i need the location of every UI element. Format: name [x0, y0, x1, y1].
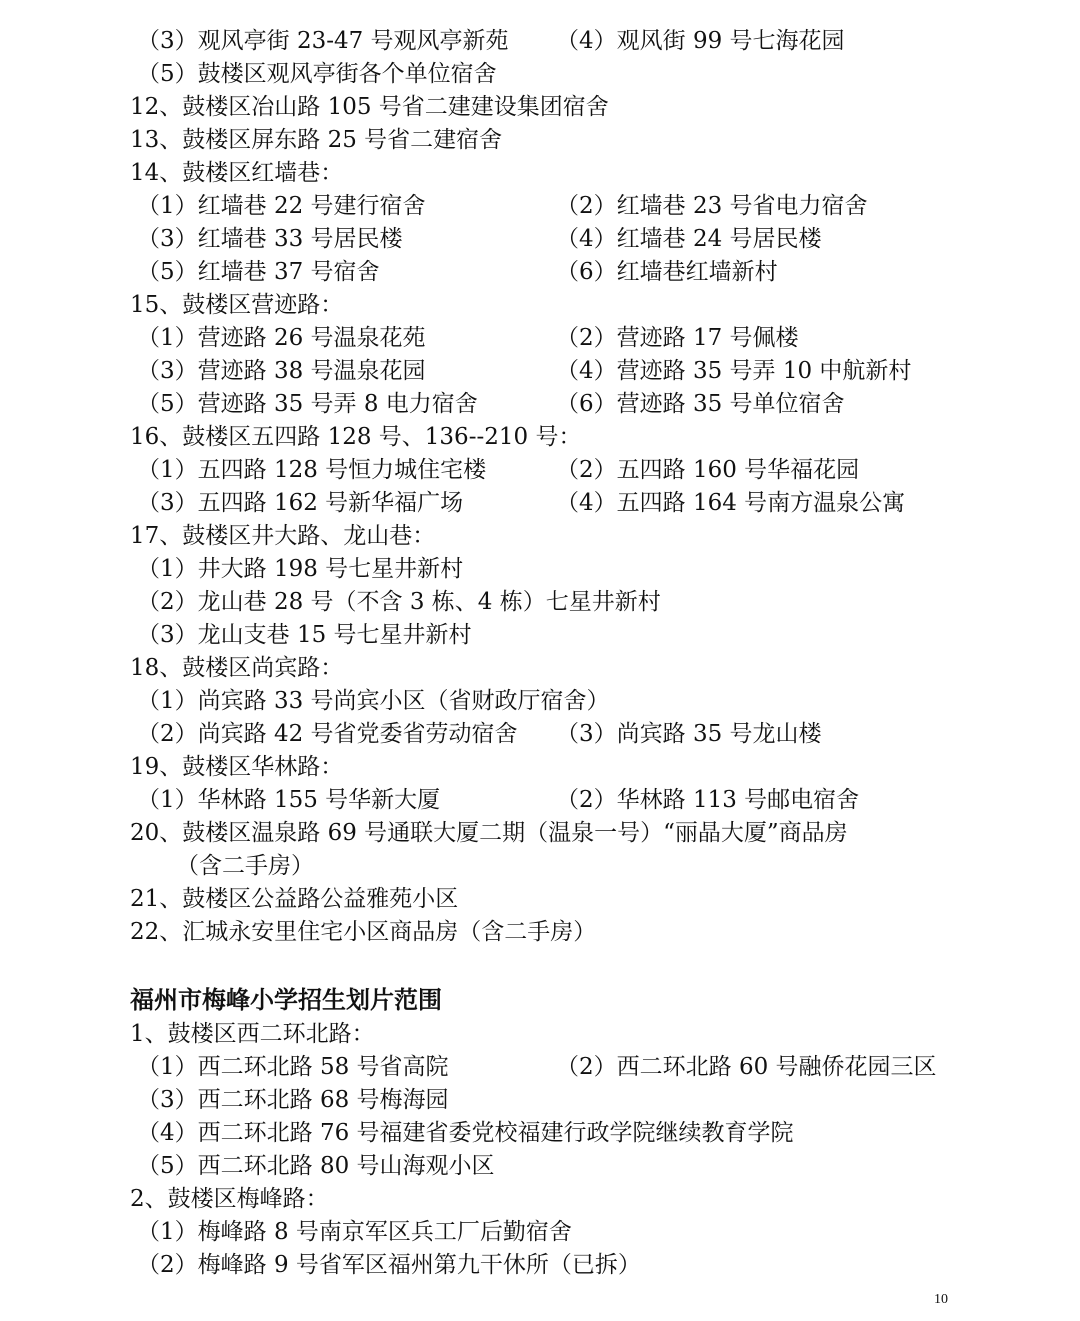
- list-line: [0, 388, 1080, 421]
- list-item-text: （1）五四路 128 号恒力城住宅楼: [137, 457, 487, 483]
- list-item-text: （1）西二环北路 58 号省高院: [137, 1054, 449, 1080]
- list-line: [0, 454, 1080, 487]
- list-item-text-right: （2）华林路 113 号邮电宿舍: [556, 787, 860, 813]
- list-line: [0, 1018, 1080, 1051]
- list-item-text: （3）营迹路 38 号温泉花园: [137, 358, 426, 384]
- list-item-text: （1）尚宾路 33 号尚宾小区（省财政厅宿舍）: [137, 688, 610, 714]
- list-line: [0, 784, 1080, 817]
- list-line: [0, 190, 1080, 223]
- list-item-text: 16、鼓楼区五四路 128 号、136--210 号：: [130, 424, 582, 450]
- list-line: [0, 289, 1080, 322]
- list-item-text: 21、鼓楼区公益路公益雅苑小区: [130, 886, 459, 912]
- list-line: [0, 421, 1080, 454]
- list-line: [0, 751, 1080, 784]
- list-item-text: （3）龙山支巷 15 号七星井新村: [137, 622, 472, 648]
- list-item-text-right: （2）营迹路 17 号佩楼: [556, 325, 799, 351]
- list-item-text-right: （2）西二环北路 60 号融侨花园三区: [556, 1054, 937, 1080]
- document-body: [0, 25, 1080, 1282]
- list-line: [0, 25, 1080, 58]
- list-line: [0, 322, 1080, 355]
- list-item-text: （5）红墙巷 37 号宿舍: [137, 259, 380, 285]
- list-line: [0, 1183, 1080, 1216]
- list-item-text-right: （3）尚宾路 35 号龙山楼: [556, 721, 822, 747]
- list-item-text: （3）红墙巷 33 号居民楼: [137, 226, 403, 252]
- list-item-text: （3）西二环北路 68 号梅海园: [137, 1087, 449, 1113]
- list-item-text-right: （4）五四路 164 号南方温泉公寓: [556, 490, 906, 516]
- list-item-text: 12、鼓楼区冶山路 105 号省二建建设集团宿舍: [130, 94, 609, 120]
- list-line: [0, 1150, 1080, 1183]
- list-item-text: 2、鼓楼区梅峰路：: [130, 1186, 329, 1212]
- list-item-text: 22、汇城永安里住宅小区商品房（含二手房）: [130, 919, 597, 945]
- list-line: [0, 1084, 1080, 1117]
- list-item-text: 15、鼓楼区营迹路：: [130, 292, 344, 318]
- list-item-text: 福州市梅峰小学招生划片范围: [130, 985, 442, 1014]
- list-item-text: （2）梅峰路 9 号省军区福州第九干休所（已拆）: [137, 1252, 641, 1278]
- list-item-text: 13、鼓楼区屏东路 25 号省二建宿舍: [130, 127, 503, 153]
- list-line: [0, 256, 1080, 289]
- list-item-text: （1）梅峰路 8 号南京军区兵工厂后勤宿舍: [137, 1219, 572, 1245]
- list-item-text: （1）营迹路 26 号温泉花苑: [137, 325, 426, 351]
- list-item-text: 14、鼓楼区红墙巷：: [130, 160, 344, 186]
- list-line: [0, 817, 1080, 850]
- list-item-text: （5）西二环北路 80 号山海观小区: [137, 1153, 495, 1179]
- list-line: [0, 520, 1080, 553]
- list-line: [0, 685, 1080, 718]
- list-line: [0, 916, 1080, 949]
- list-item-text-right: （6）红墙巷红墙新村: [556, 259, 778, 285]
- list-item-text: 17、鼓楼区井大路、龙山巷：: [130, 523, 436, 549]
- list-item-text: 19、鼓楼区华林路：: [130, 754, 344, 780]
- list-item-text: （1）井大路 198 号七星井新村: [137, 556, 464, 582]
- list-line: [0, 553, 1080, 586]
- page-number: 10: [934, 1292, 948, 1307]
- list-line: [0, 718, 1080, 751]
- list-line: [0, 619, 1080, 652]
- list-item-text-right: （2）红墙巷 23 号省电力宿舍: [556, 193, 868, 219]
- list-line: [0, 586, 1080, 619]
- list-line: [0, 58, 1080, 91]
- list-item-text: （含二手房）: [176, 853, 314, 879]
- list-item-text: 18、鼓楼区尚宾路：: [130, 655, 344, 681]
- list-line: [0, 1249, 1080, 1282]
- list-line: [0, 91, 1080, 124]
- list-item-text-right: （6）营迹路 35 号单位宿舍: [556, 391, 845, 417]
- list-line: [0, 1117, 1080, 1150]
- list-line: [0, 1051, 1080, 1084]
- list-item-text: （5）鼓楼区观风亭街各个单位宿舍: [137, 61, 497, 87]
- list-item-text: （1）红墙巷 22 号建行宿舍: [137, 193, 426, 219]
- list-line: [0, 487, 1080, 520]
- list-item-text-right: （2）五四路 160 号华福花园: [556, 457, 860, 483]
- list-item-text: 1、鼓楼区西二环北路：: [130, 1021, 375, 1047]
- list-item-text: 20、鼓楼区温泉路 69 号通联大厦二期（温泉一号）“丽晶大厦”商品房: [130, 820, 848, 846]
- list-item-text-right: （4）营迹路 35 号弄 10 中航新村: [556, 358, 912, 384]
- list-line: [0, 652, 1080, 685]
- list-item-text: （5）营迹路 35 号弄 8 电力宿舍: [137, 391, 478, 417]
- list-item-text: （1）华林路 155 号华新大厦: [137, 787, 441, 813]
- list-item-text-right: （4）红墙巷 24 号居民楼: [556, 226, 822, 252]
- blank-line: [0, 949, 1080, 982]
- list-item-text: （3）观风亭街 23-47 号观风亭新苑: [137, 28, 509, 54]
- list-item-text: （2）尚宾路 42 号省党委省劳动宿舍: [137, 721, 518, 747]
- list-item-text-right: （4）观风街 99 号七海花园: [556, 28, 845, 54]
- list-line: [0, 355, 1080, 388]
- list-line: [0, 223, 1080, 256]
- list-line: [0, 883, 1080, 916]
- list-item-text: （4）西二环北路 76 号福建省委党校福建行政学院继续教育学院: [137, 1120, 794, 1146]
- list-item-text: （3）五四路 162 号新华福广场: [137, 490, 464, 516]
- list-line: [0, 850, 1080, 883]
- list-line: [0, 157, 1080, 190]
- section-title: [0, 982, 1080, 1018]
- list-item-text: （2）龙山巷 28 号（不含 3 栋、4 栋）七星井新村: [137, 589, 661, 615]
- list-line: [0, 1216, 1080, 1249]
- list-line: [0, 124, 1080, 157]
